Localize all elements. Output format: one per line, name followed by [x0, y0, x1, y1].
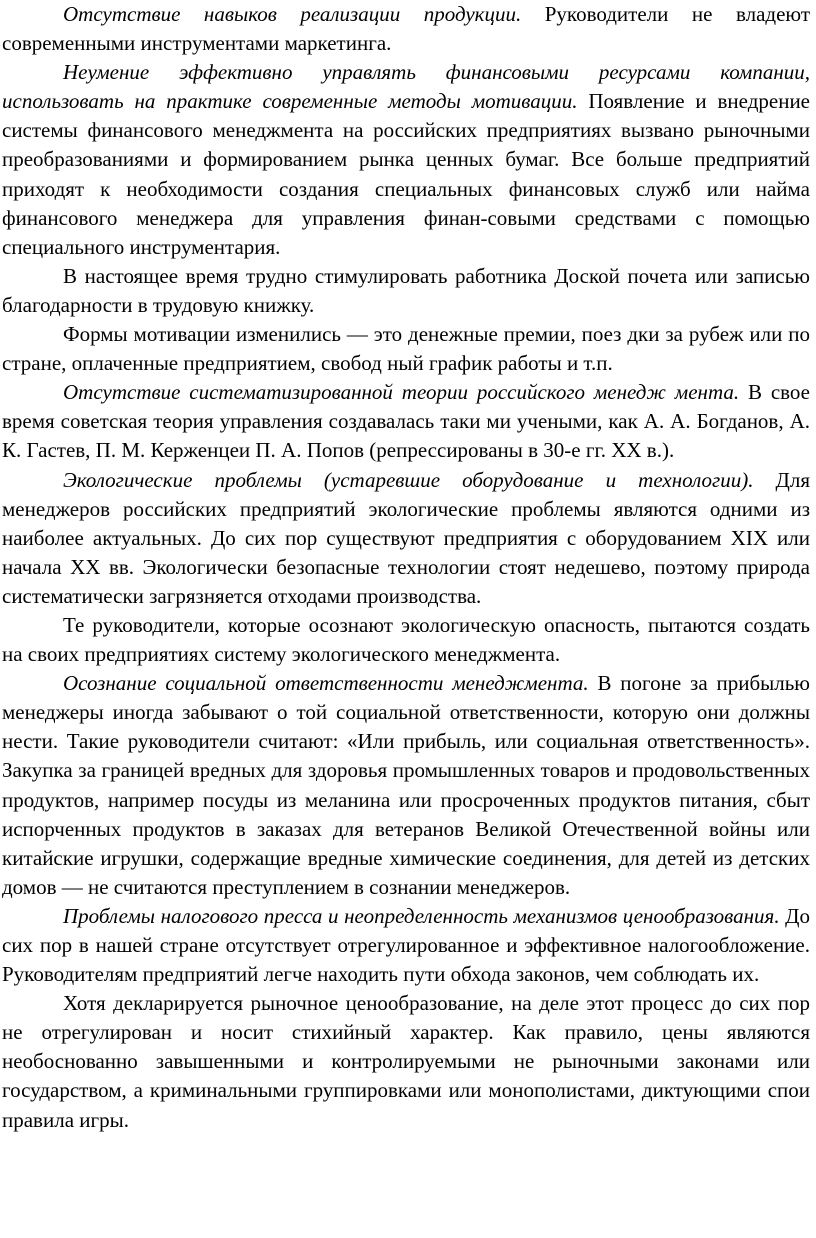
paragraph-ecological-management — [2, 611, 810, 669]
paragraph-heading: Проблемы налогового пресса и неопределенность механизмов ценообразования. — [63, 903, 780, 928]
paragraph-body: В настоящее время трудно стимулировать работника Доской почета или записью благодарности в трудовую книжку. — [2, 263, 810, 317]
paragraph-heading: Отсутствие систематизированной теории российского менедж мента. — [63, 380, 740, 405]
paragraph-motivation-honor-board — [2, 262, 810, 320]
paragraph-body: Хотя декларируется рыночное ценообразование, на деле этот процесс до сих пор не отрегулирован и носит стихийный характер. Как правило, цены являются необоснованно завышенными и контролируемыми не рыночными законами или государством, а криминальными группировками или монополистами, диктующими спои правила игры. — [2, 991, 810, 1132]
paragraph-financial-management — [2, 58, 810, 262]
paragraph-body: Руководители не владеют современными инструментами маркетинга. — [2, 2, 811, 56]
paragraph-heading: Неумение эффективно управлять финансовыми ресурсами компании, использовать на практике современные методы мотивации. — [2, 60, 810, 114]
paragraph-pricing — [2, 989, 810, 1134]
paragraph-heading: Осознание социальной ответственности менеджмента. — [63, 671, 589, 696]
paragraph-body: Формы мотивации изменились — это денежные премии, поез дки за рубеж или по стране, оплаченные предприятием, свобод ный график работы и т.п. — [2, 322, 810, 376]
paragraph-ecological-problems — [2, 466, 810, 611]
paragraph-body: В свое время советская теория управления создавалась таки ми учеными, как А. А. Богданов, А. К. Гастев, П. М. Керженцеи П. А. Попов (репрессированы в 30-е гг. XX в.). — [2, 380, 810, 463]
paragraph-tax-pressure — [2, 902, 810, 989]
paragraph-body: Появление и внедрение системы финансового менеджмента на российских предприятиях вызвано рыночными преобразованиями и формированием рынка ценных бумаг. Все больше предприятий приходят к необходимости создания специальных финансовых служб или найма финансового менеджера для управления финан-совыми средствами с помощью специального инструментария. — [2, 89, 811, 259]
paragraph-heading: Экологические проблемы (устаревшие оборудование и технологии). — [63, 467, 754, 492]
paragraph-body: Для менеджеров российских предприятий экологические проблемы являются одними из наиболее актуальных. До сих пор существуют предприятия с оборудованием XIX или начала XX вв. Экологически безопасные технологии стоят недешево, поэтому природа систематически загрязняется отходами производства. — [2, 467, 811, 608]
paragraph-body: В погоне за прибылью менеджеры иногда забывают о той социальной ответственности, которую они должны нести. Такие руководители считают: «Или прибыль, или социальная ответственность». Закупка за границей вредных для здоровья промышленных товаров и продовольственных продуктов, например посуды из меланина или просроченных продуктов питания, сбыт испорченных продуктов в заказах для ветеранов Великой Отечественной войны или китайские игрушки, содержащие вредные химические соединения, для детей из детских домов — не считаются преступлением в сознании менеджеров. — [2, 671, 810, 899]
paragraph-social-responsibility — [2, 669, 810, 902]
paragraph-motivation-forms — [2, 320, 810, 378]
paragraph-body: Те руководители, которые осознают экологическую опасность, пытаются создать на своих предприятиях систему экологического менеджмента. — [2, 612, 810, 667]
paragraph-management-theory — [2, 378, 810, 465]
paragraph-body: До сих пор в нашей стране отсутствует отрегулированное и эффективное налогообложение. Руководителям предприятий легче находить пути обхода законов, чем соблюдать их. — [2, 903, 810, 987]
paragraph-product-sales — [2, 0, 810, 58]
paragraph-heading: Отсутствие навыков реализации продукции. — [63, 2, 522, 26]
